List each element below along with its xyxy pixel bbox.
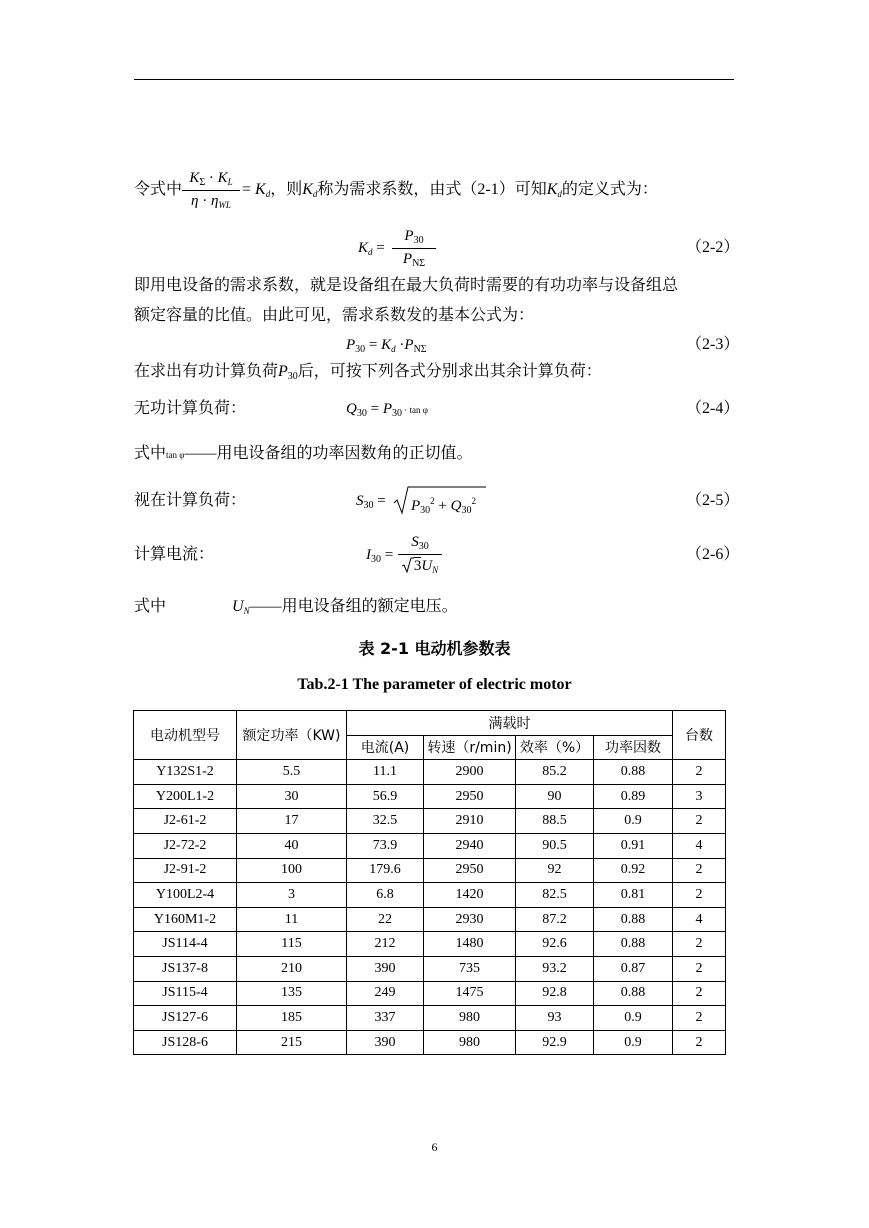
header-efficiency: 效率（%） (516, 735, 594, 760)
sym: + (434, 498, 451, 514)
sub: 30 (420, 505, 431, 516)
table-cell: 17 (237, 809, 347, 834)
sym: K (217, 170, 228, 186)
sym: = (366, 401, 383, 417)
table-cell: J2-72-2 (134, 833, 237, 858)
table-cell: Y100L2-4 (134, 883, 237, 908)
table-cell: 5.5 (237, 760, 347, 785)
sub: 30 (461, 505, 472, 516)
table-row (134, 833, 726, 858)
sub: 30 (418, 541, 429, 552)
sub: 30 (413, 235, 424, 246)
table-cell: 92.9 (516, 1030, 594, 1055)
sub: NΣ (413, 344, 427, 355)
page-number: 6 (431, 1140, 438, 1154)
sub: d (557, 189, 562, 199)
eq25-label: 视在计算负荷： (134, 492, 247, 509)
header-rule (134, 79, 734, 80)
sub: N (432, 565, 439, 575)
table-cell: 30 (237, 784, 347, 809)
eq24-number: （2-4） (686, 400, 740, 417)
eq23-number: （2-3） (686, 336, 740, 353)
table-cell: 93.2 (516, 956, 594, 981)
sub: d (391, 344, 396, 354)
eq25-number: （2-5） (686, 492, 740, 509)
sym: · (395, 337, 405, 353)
table-cell: 2 (673, 883, 726, 908)
text: ——用电设备组的功率因数角的正切值。 (184, 445, 473, 462)
table-cell: 0.9 (594, 809, 673, 834)
table-cell: 85.2 (516, 760, 594, 785)
table-cell: 11.1 (347, 760, 424, 785)
table-row (134, 784, 726, 809)
paragraph-demand-coefficient-line2: 额定容量的比值。由此可见，需求系数发的基本公式为： (134, 307, 535, 324)
table-cell: Y200L1-2 (134, 784, 237, 809)
table-cell: 11 (237, 907, 347, 932)
table-cell: 22 (347, 907, 424, 932)
table-cell: 980 (424, 1006, 516, 1031)
table-cell: 0.81 (594, 883, 673, 908)
table-cell: JS127-6 (134, 1006, 237, 1031)
table-cell: 92 (516, 858, 594, 883)
sym: · (198, 193, 211, 209)
table-cell: 115 (237, 932, 347, 957)
table-cell: JS137-8 (134, 956, 237, 981)
table-cell: 2900 (424, 760, 516, 785)
table-cell: 32.5 (347, 809, 424, 834)
text: 式中 (134, 598, 167, 615)
sub: 30 (355, 344, 366, 355)
sym: S (356, 493, 364, 509)
table-cell: Y132S1-2 (134, 760, 237, 785)
table-cell: 135 (237, 981, 347, 1006)
table-cell: 93 (516, 1006, 594, 1031)
table-cell: 4 (673, 833, 726, 858)
sym: P (402, 251, 413, 267)
table-caption-en: Tab.2-1 The parameter of electric motor (297, 676, 572, 693)
sym: η (210, 193, 219, 209)
table-cell: 735 (424, 956, 516, 981)
table-cell: 73.9 (347, 833, 424, 858)
table-cell: Y160M1-2 (134, 907, 237, 932)
sub: d (312, 189, 318, 199)
table-cell: 0.87 (594, 956, 673, 981)
table-cell: 0.88 (594, 760, 673, 785)
table-cell: 92.6 (516, 932, 594, 957)
sym: = (365, 337, 382, 353)
sym: = (373, 493, 386, 509)
sym: P (404, 337, 414, 353)
eq22-fraction (392, 228, 436, 269)
sym: K (358, 240, 369, 256)
sym: K (381, 337, 392, 353)
table-cell: 0.91 (594, 833, 673, 858)
sub: d (265, 189, 271, 199)
sub: 30 (363, 500, 374, 511)
paragraph-other-loads (134, 362, 602, 387)
table-caption-cn: 表 2-1 电动机参数表 (358, 639, 511, 658)
header-model: 电动机型号 (134, 711, 237, 760)
sym: K (255, 181, 266, 198)
table-row (134, 760, 726, 785)
table-cell: 82.5 (516, 883, 594, 908)
table-cell: 4 (673, 907, 726, 932)
table-cell: JS128-6 (134, 1030, 237, 1055)
table-cell: 2 (673, 1006, 726, 1031)
table-cell: 100 (237, 858, 347, 883)
eq22-lhs (358, 238, 385, 262)
table-cell: 6.8 (347, 883, 424, 908)
table-row (134, 858, 726, 883)
sym: = (372, 240, 385, 256)
paragraph-un-rest (232, 597, 458, 621)
table-cell: 215 (237, 1030, 347, 1055)
table-cell: 337 (347, 1006, 424, 1031)
table-cell: 87.2 (516, 907, 594, 932)
sub: L (227, 177, 233, 187)
table-cell: 980 (424, 1030, 516, 1055)
header-fullload: 满载时 (347, 711, 673, 736)
table-cell: 2 (673, 956, 726, 981)
eq24 (346, 399, 428, 424)
table-cell: 2910 (424, 809, 516, 834)
sym: Q (346, 401, 357, 417)
sup: 2 (430, 496, 435, 506)
table-cell: 56.9 (347, 784, 424, 809)
table-cell: 2 (673, 1030, 726, 1055)
text: 式中 (134, 445, 167, 462)
paragraph-kd-definition (134, 180, 182, 200)
eq26-number: （2-6） (686, 546, 740, 563)
table-cell: 0.92 (594, 858, 673, 883)
sym: P (346, 337, 356, 353)
sqrt-sign-small (402, 557, 414, 573)
table-cell: JS114-4 (134, 932, 237, 957)
text: 后，可按下列各式分别求出其余计算负荷： (297, 363, 602, 380)
eq26-fraction (398, 534, 442, 575)
table-cell: 92.8 (516, 981, 594, 1006)
table-cell: 1475 (424, 981, 516, 1006)
header-count: 台数 (673, 711, 726, 760)
table-row (134, 956, 726, 981)
table-row (134, 883, 726, 908)
sym: U (421, 558, 433, 574)
table-cell: 2950 (424, 784, 516, 809)
sub: N (243, 606, 250, 616)
table-row (134, 907, 726, 932)
table-cell: 1420 (424, 883, 516, 908)
table-cell: 3 (673, 784, 726, 809)
table-cell: 390 (347, 1030, 424, 1055)
sym: Q (450, 498, 462, 514)
eq25-lhs (356, 491, 386, 516)
eq26-lhs (366, 545, 393, 570)
sub: 30 (287, 371, 298, 382)
table-cell: 0.88 (594, 907, 673, 932)
header-power-factor: 功率因数 (594, 735, 673, 760)
paragraph-kd-definition-rest (242, 180, 658, 204)
eq26-label: 计算电流： (134, 546, 215, 563)
sym: K (546, 181, 558, 198)
table-cell: 0.9 (594, 1030, 673, 1055)
table-cell: 1480 (424, 932, 516, 957)
text: ，则 (270, 181, 303, 198)
sym: · (205, 170, 218, 186)
table-cell: 90.5 (516, 833, 594, 858)
table-cell: JS115-4 (134, 981, 237, 1006)
table-cell: 179.6 (347, 858, 424, 883)
table-cell: 210 (237, 956, 347, 981)
text: 称为需求系数，由式（2-1）可知 (317, 181, 547, 198)
motor-parameter-table (133, 710, 726, 1055)
sym: K (302, 181, 313, 198)
eq24-label: 无功计算负荷： (134, 400, 247, 417)
sym: K (189, 170, 200, 186)
text: 在求出有功计算负荷 (134, 363, 279, 380)
table-cell: 90 (516, 784, 594, 809)
table-cell: 88.5 (516, 809, 594, 834)
table-cell: 40 (237, 833, 347, 858)
sym: I (366, 547, 371, 563)
text: 的定义式为： (561, 181, 658, 198)
fraction-kd (182, 170, 240, 210)
sub: d (368, 247, 373, 257)
sym: = (242, 181, 256, 198)
eq23 (346, 335, 427, 360)
table-cell: 0.89 (594, 784, 673, 809)
sym: · tan φ (401, 405, 428, 415)
table-cell: 249 (347, 981, 424, 1006)
table-cell: 390 (347, 956, 424, 981)
table-cell: 0.88 (594, 981, 673, 1006)
table-cell: 2 (673, 932, 726, 957)
sym: S (411, 534, 419, 550)
sub: 30 (356, 408, 367, 419)
paragraph-demand-coefficient-line1: 即用电设备的需求系数，就是设备组在最大负荷时需要的有功功率与设备组总 (134, 277, 679, 294)
table-cell: 2930 (424, 907, 516, 932)
table-cell: 2 (673, 981, 726, 1006)
sub: 30 (391, 408, 402, 419)
sym: U (232, 598, 244, 615)
eq22-number: （2-2） (686, 239, 740, 256)
table-cell: 0.88 (594, 932, 673, 957)
header-current: 电流(A) (347, 735, 424, 760)
sub: 30 (371, 554, 381, 565)
sym: P (278, 363, 288, 380)
header-power: 额定功率（KW) (237, 711, 347, 760)
table-cell: 2 (673, 760, 726, 785)
eq25-radicand (411, 491, 476, 521)
table-row (134, 809, 726, 834)
table-cell: J2-91-2 (134, 858, 237, 883)
table-cell: 185 (237, 1006, 347, 1031)
paragraph-un (134, 597, 166, 617)
sub: Σ (199, 177, 206, 188)
table-cell: 212 (347, 932, 424, 957)
sym: η (191, 193, 199, 209)
table-cell: 3 (237, 883, 347, 908)
sym: P (404, 228, 414, 244)
table-cell: 0.9 (594, 1006, 673, 1031)
table-cell: 2950 (424, 858, 516, 883)
table-row (134, 1030, 726, 1055)
header-speed: 转速（r/min) (424, 735, 516, 760)
table-header-row (134, 711, 726, 736)
paragraph-tan-phi (134, 444, 472, 465)
sym: P (411, 498, 421, 514)
sup: 2 (471, 496, 476, 506)
sub: WL (218, 200, 231, 210)
table-cell: 2940 (424, 833, 516, 858)
sym: 3 (413, 558, 422, 574)
table-row (134, 981, 726, 1006)
text: ——用电设备组的额定电压。 (249, 598, 458, 615)
sym: = (381, 547, 394, 563)
table-row (134, 1006, 726, 1031)
table-cell: 2 (673, 809, 726, 834)
sym: tan φ (166, 450, 185, 460)
table-cell: 2 (673, 858, 726, 883)
sub: NΣ (412, 258, 426, 269)
sym: P (382, 401, 392, 417)
table-row (134, 932, 726, 957)
text-prefix: 令式中 (134, 181, 183, 198)
table-cell: J2-61-2 (134, 809, 237, 834)
